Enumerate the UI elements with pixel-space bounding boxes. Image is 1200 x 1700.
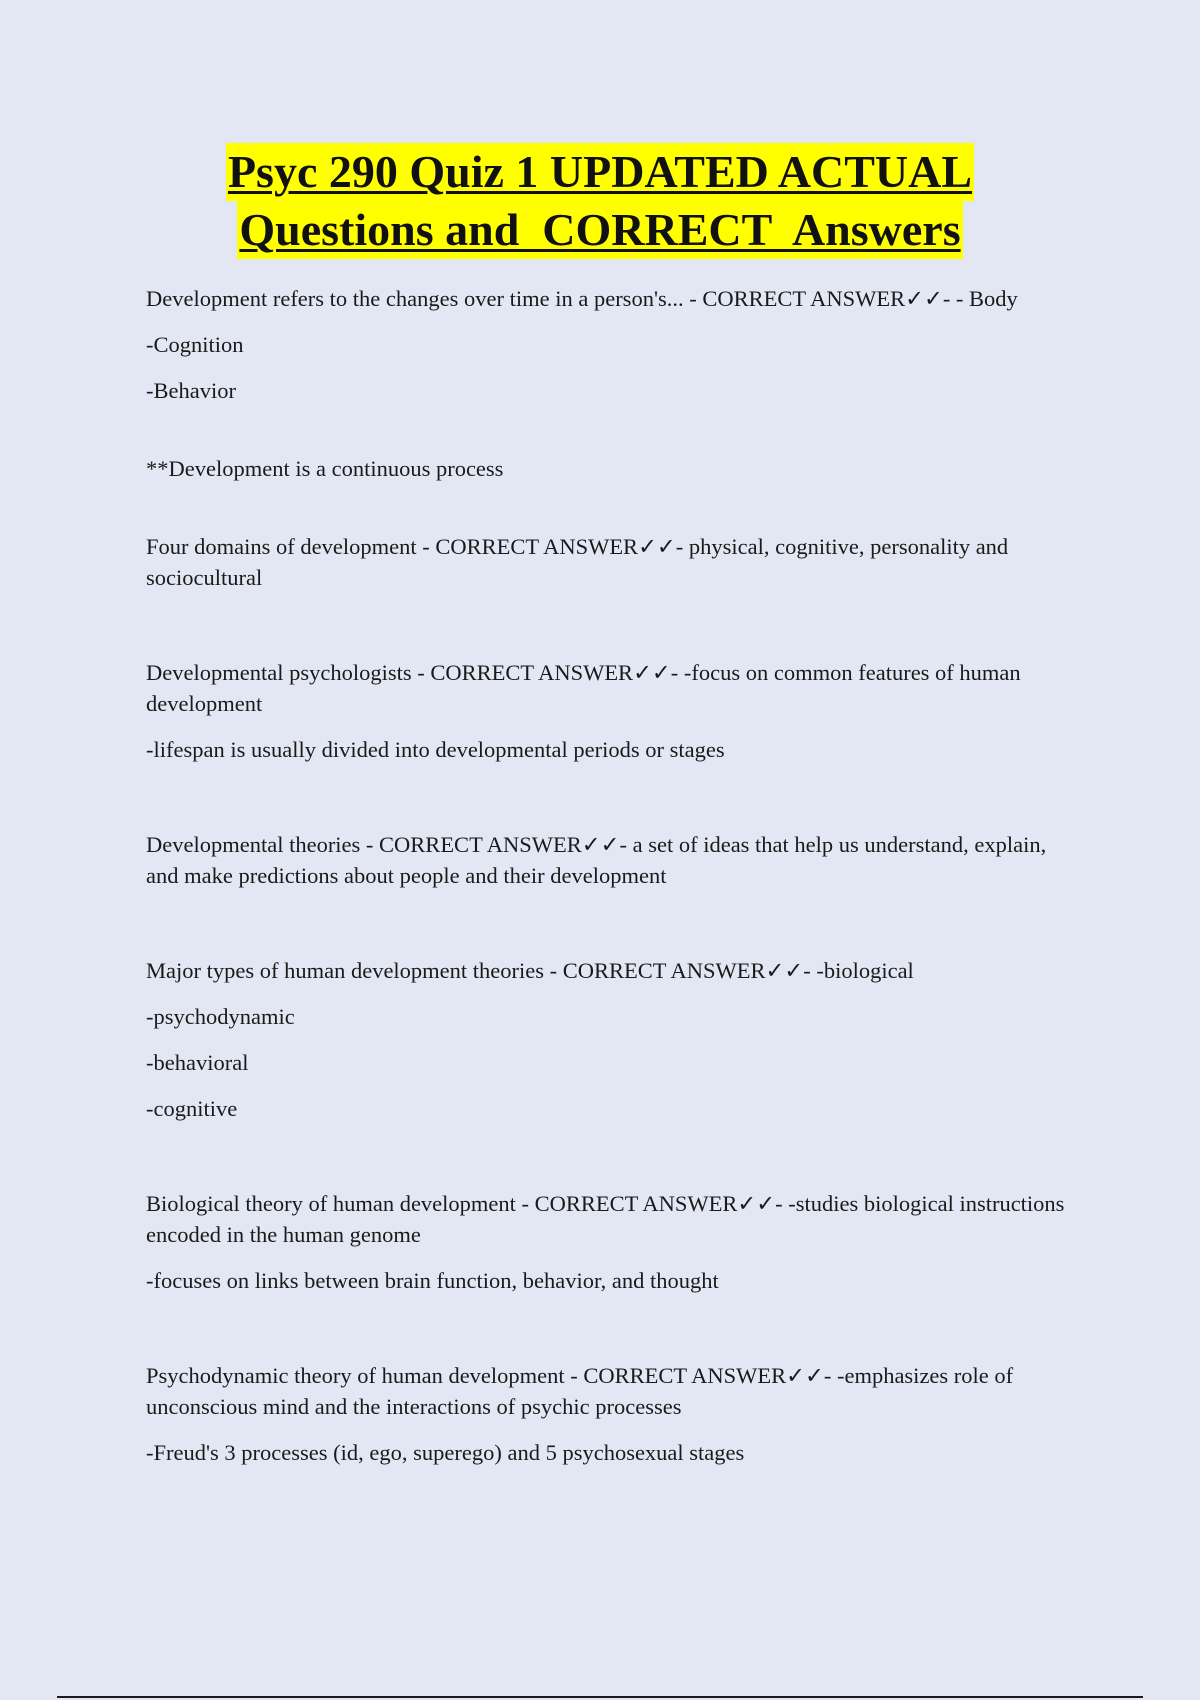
qa-answer-line: -behavioral bbox=[146, 1050, 249, 1075]
qa-question: Developmental psychologists - CORRECT ANSWER✓✓- -focus on common features of human development bbox=[146, 660, 1021, 716]
qa-content bbox=[146, 283, 1066, 1483]
qa-question: Psychodynamic theory of human development - CORRECT ANSWER✓✓- -emphasizes role of unconscious mind and the interactions of psychic processes bbox=[146, 1363, 1014, 1419]
qa-entry-psychodynamic bbox=[146, 1360, 1066, 1468]
qa-note-continuous bbox=[146, 453, 1066, 484]
qa-answer-line: -Cognition bbox=[146, 332, 244, 357]
qa-entry-major-types bbox=[146, 955, 1066, 1124]
qa-answer-line: -Freud's 3 processes (id, ego, superego) and 5 psychosexual stages bbox=[146, 1440, 745, 1465]
qa-answer-line: -psychodynamic bbox=[146, 1004, 295, 1029]
title-line-2: Questions and CORRECT Answers bbox=[237, 201, 962, 259]
footer-divider bbox=[57, 1696, 1143, 1698]
qa-answer-line: -lifespan is usually divided into developmental periods or stages bbox=[146, 737, 725, 762]
qa-question: Four domains of development - CORRECT ANSWER✓✓- physical, cognitive, personality and sociocultural bbox=[146, 534, 1009, 590]
qa-answer-line: -cognitive bbox=[146, 1096, 238, 1121]
qa-answer-line: -Behavior bbox=[146, 378, 236, 403]
qa-entry-dev-psychologists bbox=[146, 657, 1066, 765]
page-title bbox=[0, 143, 1200, 259]
qa-entry-four-domains bbox=[146, 531, 1066, 593]
title-line-1: Psyc 290 Quiz 1 UPDATED ACTUAL bbox=[226, 143, 974, 201]
qa-entry-development bbox=[146, 283, 1066, 406]
qa-question: Biological theory of human development - CORRECT ANSWER✓✓- -studies biological instructions encoded in the human genome bbox=[146, 1191, 1065, 1247]
qa-note: **Development is a continuous process bbox=[146, 456, 504, 481]
qa-question: Developmental theories - CORRECT ANSWER✓✓- a set of ideas that help us understand, explain, and make predictions about people and their development bbox=[146, 832, 1047, 888]
qa-answer-line: -focuses on links between brain function, behavior, and thought bbox=[146, 1268, 719, 1293]
qa-question: Major types of human development theories - CORRECT ANSWER✓✓- -biological bbox=[146, 958, 914, 983]
qa-entry-dev-theories bbox=[146, 829, 1066, 891]
qa-entry-biological bbox=[146, 1188, 1066, 1296]
qa-question: Development refers to the changes over time in a person's... - CORRECT ANSWER✓✓- - Body bbox=[146, 286, 1018, 311]
